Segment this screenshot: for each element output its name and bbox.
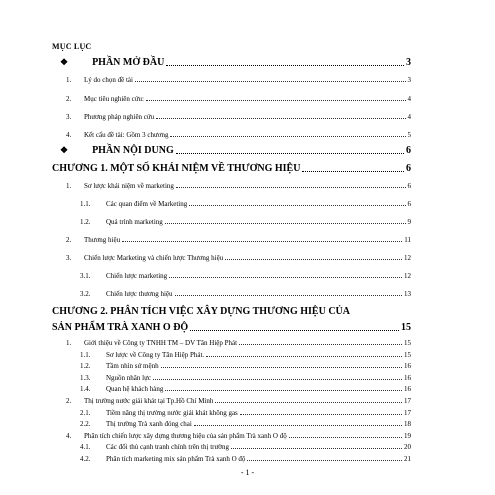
- toc-entry[interactable]: [66, 398, 411, 405]
- dot-leader: [206, 356, 402, 357]
- toc-entry[interactable]: [80, 444, 411, 451]
- toc-entry[interactable]: 3.1. Chiến lược marketing 12: [80, 272, 411, 280]
- toc-entry-title: Sơ lược về Công ty Tân Hiệp Phát.: [106, 350, 205, 359]
- toc-entry-title: PHẦN MỞ ĐẦU: [92, 57, 165, 68]
- toc-entry[interactable]: 1. Lý do chọn đề tài 3: [66, 76, 411, 84]
- toc-entry-title: Các đối thủ cạnh tranh chính trên thị trường: [106, 443, 229, 452]
- diamond-bullet-icon: ❖: [60, 145, 69, 155]
- toc-entry-chapter1[interactable]: CHƯƠNG 1. MỘT SỐ KHÁI NIỆM VỀ THƯƠNG HIỆU 6: [52, 163, 411, 174]
- toc-entry[interactable]: [80, 410, 411, 417]
- toc-entry-number: 2.1.: [80, 408, 91, 417]
- toc-entry[interactable]: 3.2. Chiến lược thương hiệu 13: [80, 290, 411, 298]
- toc-entry[interactable]: [80, 363, 411, 370]
- toc-entry-number: 4.: [66, 431, 72, 440]
- toc-entry-page: 16: [404, 385, 411, 394]
- toc-entry-title: Quan hệ khách hàng: [106, 385, 164, 394]
- toc-entry[interactable]: 1.1. Các quan điểm về Marketing 6: [80, 200, 411, 208]
- toc-entry[interactable]: [66, 433, 411, 440]
- dot-leader: [231, 448, 402, 449]
- toc-entry-page: 19: [404, 431, 411, 440]
- toc-entry-page: 20: [404, 443, 411, 452]
- dot-leader: [165, 390, 402, 391]
- toc-entry[interactable]: 2. Mục tiêu nghiên cứu: 4: [66, 95, 411, 103]
- toc-entry[interactable]: 1. Sơ lược khái niệm về marketing 6: [66, 182, 411, 190]
- toc-entry-title: Tầm nhìn sứ mệnh: [106, 362, 159, 371]
- toc-entry-title: Giới thiệu về Công ty TNHH TM – DV Tân Hiệp Phát: [84, 339, 238, 347]
- toc-entry-page: 21: [404, 455, 411, 463]
- dot-leader: [240, 414, 402, 415]
- dot-leader: [289, 437, 402, 438]
- toc-entry[interactable]: [80, 456, 411, 463]
- toc-entry-page: 15: [404, 339, 411, 347]
- toc-entry[interactable]: 3. Phương pháp nghiên cứu 4: [66, 113, 411, 121]
- toc-entry-title: Phân tích chiến lược xây dựng thương hiệu của sản phẩm Trà xanh O độ: [84, 431, 287, 440]
- toc-entry[interactable]: 1.2. Quá trình marketing 9: [80, 218, 411, 226]
- toc-entry[interactable]: 2. Thương hiệu 11: [66, 236, 411, 244]
- toc-entry-number: 2.2.: [80, 420, 91, 429]
- toc-entry-chapter2[interactable]: CHƯƠNG 2. PHÂN TÍCH VIỆC XÂY DỰNG THƯƠNG HIỆU CỦA: [52, 306, 350, 317]
- toc-entry-number: 1.3.: [80, 373, 91, 382]
- toc-entry-title: Tiềm năng thị trường nước giải khát không gas: [106, 408, 238, 417]
- dot-leader: [247, 460, 402, 461]
- dot-leader: [194, 425, 402, 426]
- toc-entry[interactable]: [66, 340, 411, 347]
- page-footer: - 1 -: [240, 468, 255, 477]
- toc-entry[interactable]: [80, 375, 411, 382]
- toc-entry-page: 17: [404, 408, 411, 417]
- diamond-bullet-icon: ❖: [60, 57, 69, 67]
- toc-entry-part2[interactable]: ❖ PHẦN NỘI DUNG 6: [60, 145, 411, 156]
- toc-entry[interactable]: [80, 352, 411, 359]
- toc-entry-page: 17: [404, 397, 411, 405]
- dot-leader: [239, 344, 402, 345]
- toc-entry-number: 2.: [66, 397, 72, 405]
- toc-entry-number: 1.2.: [80, 362, 91, 371]
- toc-entry-page: 18: [404, 420, 411, 429]
- dot-leader: [215, 402, 402, 403]
- toc-entry-page: 3: [406, 57, 411, 68]
- toc-entry-number: 4.1.: [80, 443, 91, 452]
- toc-entry[interactable]: 4. Kết cấu đề tài: Gồm 3 chương 5: [66, 131, 411, 139]
- toc-entry-title: Phân tích marketing mix sản phẩm Trà xanh O độ: [106, 455, 246, 463]
- toc-entry-title: Thị trường nước giải khát tại Tp.Hồ Chí Minh: [84, 397, 214, 405]
- toc-entry-number: 1.: [66, 339, 72, 347]
- toc-heading: MỤC LỤC: [52, 42, 92, 51]
- toc-entry-number: 1.4.: [80, 385, 91, 394]
- toc-entry-page: 16: [404, 373, 411, 382]
- toc-entry-title: Thị trường Trà xanh đóng chai: [106, 420, 192, 429]
- dot-leader: [166, 65, 404, 66]
- toc-entry-number: 1.1.: [80, 350, 91, 359]
- dot-leader: [161, 367, 402, 368]
- toc-entry[interactable]: [80, 386, 411, 393]
- dot-leader: [153, 379, 402, 380]
- toc-entry[interactable]: 3. Chiến lược Marketing và chiến lược Thương hiệu 12: [66, 254, 411, 262]
- toc-entry-chapter2-line2[interactable]: SẢN PHẨM TRÀ XANH O ĐỘ 15: [52, 322, 411, 333]
- toc-entry[interactable]: [80, 421, 411, 428]
- toc-entry-number: 4.2.: [80, 455, 91, 463]
- toc-entry-page: 15: [404, 350, 411, 359]
- toc-entry-title: Nguồn nhân lực: [106, 373, 152, 382]
- toc-entry-part1[interactable]: [60, 58, 411, 68]
- toc-entry-page: 16: [404, 362, 411, 371]
